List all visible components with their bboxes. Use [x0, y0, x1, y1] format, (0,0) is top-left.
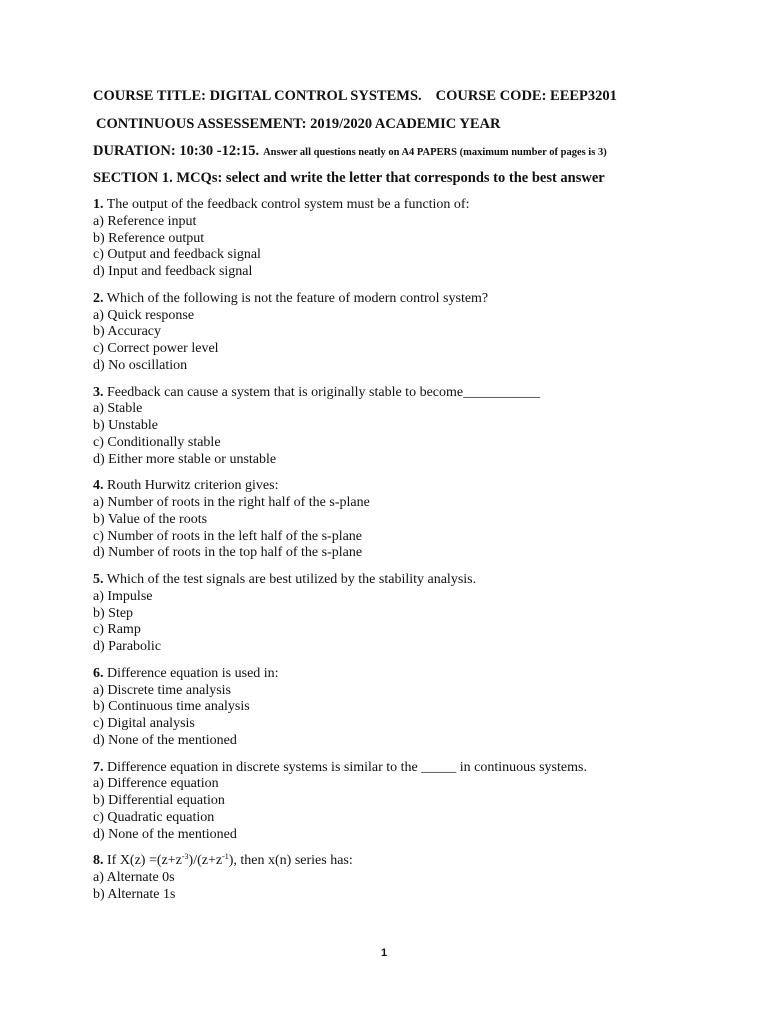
- duration-line: [93, 143, 607, 160]
- question-number: 3.: [93, 384, 104, 400]
- question-stem: [93, 197, 713, 214]
- duration: DURATION: 10:30 -12:15.: [93, 143, 260, 159]
- option-a: a) Number of roots in the right half of the s-plane: [93, 495, 370, 510]
- question-number: 8.: [93, 853, 104, 869]
- option-a: a) Alternate 0s: [93, 870, 175, 885]
- question-stem: [93, 478, 713, 495]
- option-c: c) Ramp: [93, 622, 141, 638]
- exponent-1: -3: [181, 852, 189, 862]
- option-b: b) Continuous time analysis: [93, 699, 250, 715]
- option-a: a) Quick response: [93, 307, 195, 323]
- option-d: d) Either more stable or unstable: [93, 451, 277, 467]
- question-text: Which of the following is not the feature of modern control system?: [106, 290, 489, 306]
- course-code: COURSE CODE: EEEP3201: [435, 88, 617, 104]
- course-title-line: [93, 88, 617, 105]
- section-title: SECTION 1. MCQs: select and write the letter that corresponds to the best answer: [93, 170, 605, 186]
- question-number: 1.: [93, 197, 104, 212]
- option-c: c) Digital analysis: [93, 716, 195, 731]
- question-text: Which of the test signals are best utilized by the stability analysis.: [106, 572, 477, 587]
- question-1: [93, 197, 713, 281]
- question-number: 7.: [93, 759, 104, 775]
- option-b: b) Step: [93, 605, 134, 621]
- option-c: c) Conditionally stable: [93, 434, 221, 450]
- question-6: [93, 666, 713, 750]
- question-text-mid: )/(z+z: [188, 853, 223, 869]
- exponent-2: -1: [222, 852, 229, 862]
- question-stem: [93, 853, 713, 870]
- question-number: 5.: [93, 572, 104, 587]
- course-title: COURSE TITLE: DIGITAL CONTROL SYSTEMS.: [93, 88, 422, 104]
- question-stem: [93, 572, 713, 589]
- question-text: Routh Hurwitz criterion gives:: [107, 478, 279, 494]
- option-d: d) None of the mentioned: [93, 732, 237, 748]
- option-a: a) Reference input: [93, 213, 197, 229]
- option-b: b) Alternate 1s: [93, 886, 176, 902]
- question-number: 2.: [93, 290, 104, 306]
- option-a: a) Discrete time analysis: [93, 682, 232, 698]
- option-a: a) Impulse: [93, 588, 153, 604]
- page-number: 1: [380, 947, 388, 959]
- question-4: [93, 478, 713, 562]
- instruction-note: Answer all questions neatly on A4 PAPERS (maximum number of pages is 3): [263, 147, 607, 158]
- question-text-suffix: ), then x(n) series has:: [228, 853, 353, 869]
- question-number: 4.: [93, 478, 104, 494]
- question-3: [93, 385, 713, 469]
- question-stem: [93, 385, 713, 402]
- question-text: Difference equation in discrete systems is similar to the _____ in continuous systems.: [107, 759, 587, 775]
- option-a: a) Difference equation: [93, 776, 219, 792]
- option-a: a) Stable: [93, 401, 143, 417]
- question-8: [93, 853, 713, 903]
- option-b: b) Accuracy: [93, 324, 162, 340]
- question-stem: [93, 666, 713, 683]
- question-text: Feedback can cause a system that is originally stable to become___________: [107, 384, 541, 400]
- option-c: c) Quadratic equation: [93, 809, 215, 825]
- option-b: b) Unstable: [93, 418, 158, 433]
- option-b: b) Value of the roots: [93, 511, 208, 527]
- assessment-line: CONTINUOUS ASSESSEMENT: 2019/2020 ACADEMIC YEAR: [96, 116, 501, 132]
- question-7: [93, 760, 713, 844]
- option-d: d) Number of roots in the top half of the s-plane: [93, 545, 363, 561]
- option-b: b) Differential equation: [93, 793, 225, 808]
- question-number: 6.: [93, 665, 104, 681]
- question-text: The output of the feedback control system must be a function of:: [106, 197, 470, 212]
- option-d: d) Parabolic: [93, 639, 162, 654]
- question-text: Difference equation is used in:: [107, 665, 279, 681]
- question-stem: [93, 760, 713, 777]
- option-b: b) Reference output: [93, 230, 205, 246]
- option-c: c) Number of roots in the left half of the s-plane: [93, 528, 363, 544]
- option-c: c) Correct power level: [93, 341, 219, 356]
- option-d: d) Input and feedback signal: [93, 264, 253, 279]
- option-d: d) None of the mentioned: [93, 826, 237, 842]
- question-5: [93, 572, 713, 656]
- question-text-prefix: If X(z) =(z+z: [107, 853, 182, 869]
- question-list: [93, 197, 713, 914]
- question-2: [93, 291, 713, 375]
- option-c: c) Output and feedback signal: [93, 247, 261, 263]
- option-d: d) No oscillation: [93, 357, 188, 373]
- question-stem: [93, 291, 713, 308]
